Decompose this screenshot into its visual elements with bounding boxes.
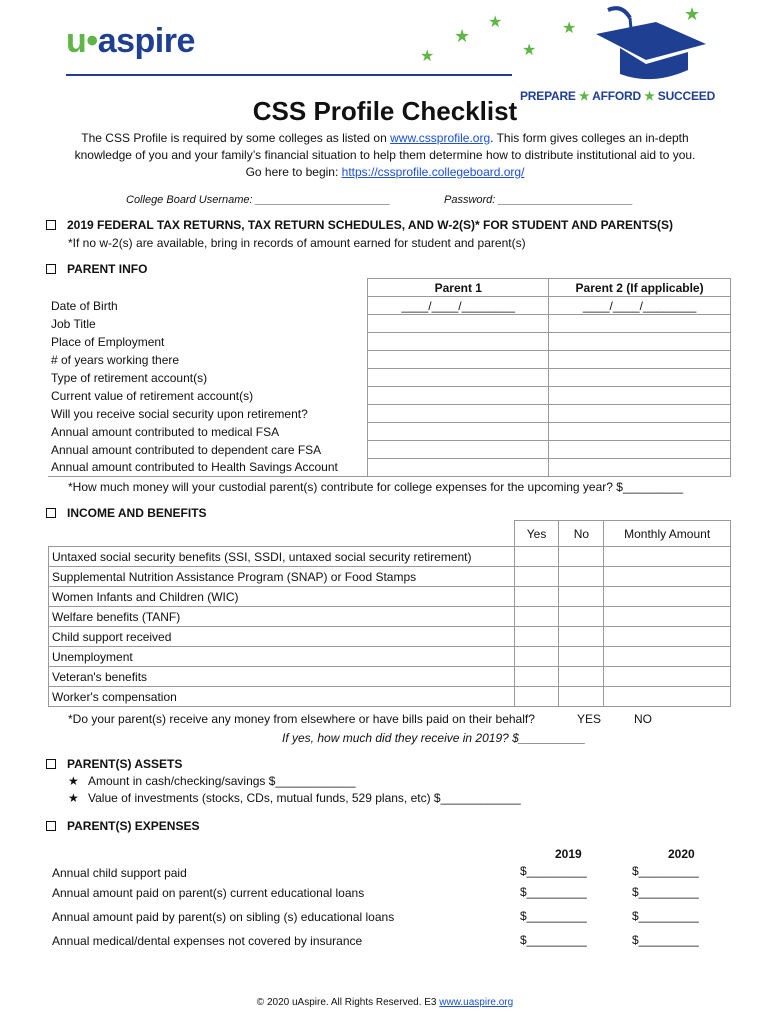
parent-2-cell[interactable] (549, 441, 731, 459)
footer: © 2020 uAspire. All Rights Reserved. E3 www.uaspire.org (256, 997, 514, 1008)
assets-heading: PARENT(S) ASSETS (46, 757, 182, 771)
table-row: Job Title (48, 315, 731, 333)
table-header-row (49, 521, 731, 547)
yes-cell[interactable] (514, 587, 559, 607)
column-header-2020: 2020 (668, 847, 695, 861)
column-header-2019: 2019 (555, 847, 582, 861)
parent-1-cell[interactable] (368, 441, 549, 459)
parent-2-cell[interactable] (549, 315, 731, 333)
star-icon: ★ (562, 20, 577, 37)
expense-label: Annual amount paid by parent(s) on sibling (s) educational loans (52, 910, 395, 924)
checkbox[interactable] (46, 508, 56, 518)
table-row: # of years working there (48, 351, 731, 369)
parent-2-cell[interactable] (549, 369, 731, 387)
column-header-monthly-amount: Monthly Amount (604, 521, 731, 547)
table-row: Welfare benefits (TANF) (49, 607, 731, 627)
no-cell[interactable] (559, 607, 604, 627)
expense-label: Annual amount paid on parent(s) current educational loans (52, 886, 365, 900)
password-field[interactable]: Password: ______________________ (444, 194, 633, 206)
other-money-amount: If yes, how much did they receive in 2019? $__________ (282, 731, 586, 745)
column-header-yes: Yes (514, 521, 559, 547)
parent-1-cell[interactable] (368, 387, 549, 405)
parent-contribution-note: *How much money will your custodial parent(s) contribute for college expenses for the upcoming year? $_________ (68, 480, 684, 494)
expense-2019-field[interactable]: $_________ (520, 909, 587, 923)
amount-cell[interactable] (604, 687, 731, 707)
yes-cell[interactable] (514, 687, 559, 707)
star-icon: ★ (454, 26, 471, 46)
table-row: Untaxed social security benefits (SSI, SSDI, untaxed social security retirement) (49, 547, 731, 567)
collegeboard-link[interactable]: https://cssprofile.collegeboard.org/ (341, 165, 525, 179)
no-cell[interactable] (559, 547, 604, 567)
amount-cell[interactable] (604, 607, 731, 627)
parent-2-date-of-birth[interactable]: ____/____/________ (549, 297, 731, 315)
parent-2-cell[interactable] (549, 423, 731, 441)
parent-2-cell[interactable] (549, 459, 731, 477)
expense-2020-field[interactable]: $_________ (632, 909, 699, 923)
table-row: Child support received (49, 627, 731, 647)
yes-cell[interactable] (514, 627, 559, 647)
star-icon: ★ (684, 4, 701, 24)
yes-cell[interactable] (514, 647, 559, 667)
parent-1-cell[interactable] (368, 423, 549, 441)
expense-2020-field[interactable]: $_________ (632, 885, 699, 899)
table-row: Type of retirement account(s) (48, 369, 731, 387)
other-money-yes[interactable]: YES (577, 712, 602, 726)
amount-cell[interactable] (604, 567, 731, 587)
column-header-parent-1: Parent 1 (368, 279, 549, 297)
no-cell[interactable] (559, 687, 604, 707)
table-row: Place of Employment (48, 333, 731, 351)
expense-2020-field[interactable]: $_________ (632, 864, 699, 878)
checkbox[interactable] (46, 220, 56, 230)
amount-cell[interactable] (604, 547, 731, 567)
uaspire-link[interactable]: www.uaspire.org (439, 997, 514, 1008)
column-header-parent-2: Parent 2 (If applicable) (549, 279, 731, 297)
income-benefits-table (48, 520, 731, 707)
parent-2-cell[interactable] (549, 333, 731, 351)
no-cell[interactable] (559, 667, 604, 687)
parent-1-cell[interactable] (368, 333, 549, 351)
checkbox[interactable] (46, 821, 56, 831)
amount-cell[interactable] (604, 667, 731, 687)
table-row: Women Infants and Children (WIC) (49, 587, 731, 607)
header-rule (66, 74, 512, 76)
expense-2019-field[interactable]: $_________ (520, 933, 587, 947)
table-row: Supplemental Nutrition Assistance Program (SNAP) or Food Stamps (49, 567, 731, 587)
uaspire-logo: u•aspire (66, 22, 195, 60)
star-icon: ★ (522, 42, 537, 59)
no-cell[interactable] (559, 587, 604, 607)
checkbox[interactable] (46, 264, 56, 274)
page-title: CSS Profile Checklist (252, 96, 518, 126)
list-item: ★ Value of investments (stocks, CDs, mutual funds, 529 plans, etc) $____________ (68, 791, 521, 805)
parent-2-cell[interactable] (549, 351, 731, 369)
parent-1-date-of-birth[interactable]: ____/____/________ (368, 297, 549, 315)
other-money-question: *Do your parent(s) receive any money from elsewhere or have bills paid on their behalf? (68, 712, 535, 726)
parent-1-cell[interactable] (368, 351, 549, 369)
table-row: Date of Birth ____/____/________ ____/____/________ (48, 297, 731, 315)
parent-1-cell[interactable] (368, 459, 549, 477)
expense-label: Annual medical/dental expenses not covered by insurance (52, 934, 363, 948)
expense-label: Annual child support paid (52, 866, 187, 880)
expense-2019-field[interactable]: $_________ (520, 885, 587, 899)
amount-cell[interactable] (604, 647, 731, 667)
parent-2-cell[interactable] (549, 387, 731, 405)
star-icon: ★ (488, 14, 503, 31)
table-row: Worker's compensation (49, 687, 731, 707)
tax-section-heading: 2019 FEDERAL TAX RETURNS, TAX RETURN SCHEDULES, AND W-2(S)* FOR STUDENT AND PARENTS(S) (46, 218, 673, 232)
table-row: Annual amount contributed to medical FSA (48, 423, 731, 441)
assets-list (68, 774, 521, 808)
yes-cell[interactable] (514, 547, 559, 567)
expense-2020-field[interactable]: $_________ (632, 933, 699, 947)
no-cell[interactable] (559, 627, 604, 647)
amount-cell[interactable] (604, 587, 731, 607)
column-header-no: No (559, 521, 604, 547)
parent-info-table (48, 278, 731, 477)
table-row: Unemployment (49, 647, 731, 667)
amount-cell[interactable] (604, 627, 731, 647)
expense-2019-field[interactable]: $_________ (520, 864, 587, 878)
no-cell[interactable] (559, 567, 604, 587)
yes-cell[interactable] (514, 667, 559, 687)
table-row: Will you receive social security upon retirement? (48, 405, 731, 423)
cssprofile-link[interactable]: www.cssprofile.org (390, 131, 491, 145)
parent-1-cell[interactable] (368, 405, 549, 423)
table-row: Annual amount contributed to Health Savings Account (48, 459, 731, 477)
intro-text: The CSS Profile is required by some colleges as listed on www.cssprofile.org. This form gives colleges an in-depth knowledge of you and your family’s financial situation to help them determine how to distribute institutional aid to you. Go here to begin: https://cssprofile.collegeboard.org/ (74, 131, 696, 179)
table-header-row (48, 279, 731, 297)
yes-cell[interactable] (514, 567, 559, 587)
parent-1-cell[interactable] (368, 369, 549, 387)
parent-1-cell[interactable] (368, 315, 549, 333)
income-benefits-heading: INCOME AND BENEFITS (46, 506, 207, 520)
star-bullet-icon: ★ (68, 791, 79, 805)
star-icon: ★ (420, 48, 435, 65)
list-item: ★ Amount in cash/checking/savings $____________ (68, 774, 356, 788)
expenses-heading: PARENT(S) EXPENSES (46, 819, 199, 833)
table-row: Veteran's benefits (49, 667, 731, 687)
parent-2-cell[interactable] (549, 405, 731, 423)
star-bullet-icon: ★ (68, 774, 79, 788)
no-cell[interactable] (559, 647, 604, 667)
yes-cell[interactable] (514, 607, 559, 627)
checkbox[interactable] (46, 759, 56, 769)
tax-note: *If no w-2(s) are available, bring in records of amount earned for student and parent(s) (68, 236, 526, 250)
header (0, 0, 770, 103)
tagline: PREPARE ★ AFFORD ★ SUCCEED (520, 89, 716, 103)
username-field[interactable]: College Board Username: ______________________ (126, 194, 391, 206)
other-money-no[interactable]: NO (634, 712, 652, 726)
parent-info-heading: PARENT INFO (46, 262, 147, 276)
graduation-cap-icon (596, 4, 706, 86)
table-row: Current value of retirement account(s) (48, 387, 731, 405)
table-row: Annual amount contributed to dependent care FSA (48, 441, 731, 459)
